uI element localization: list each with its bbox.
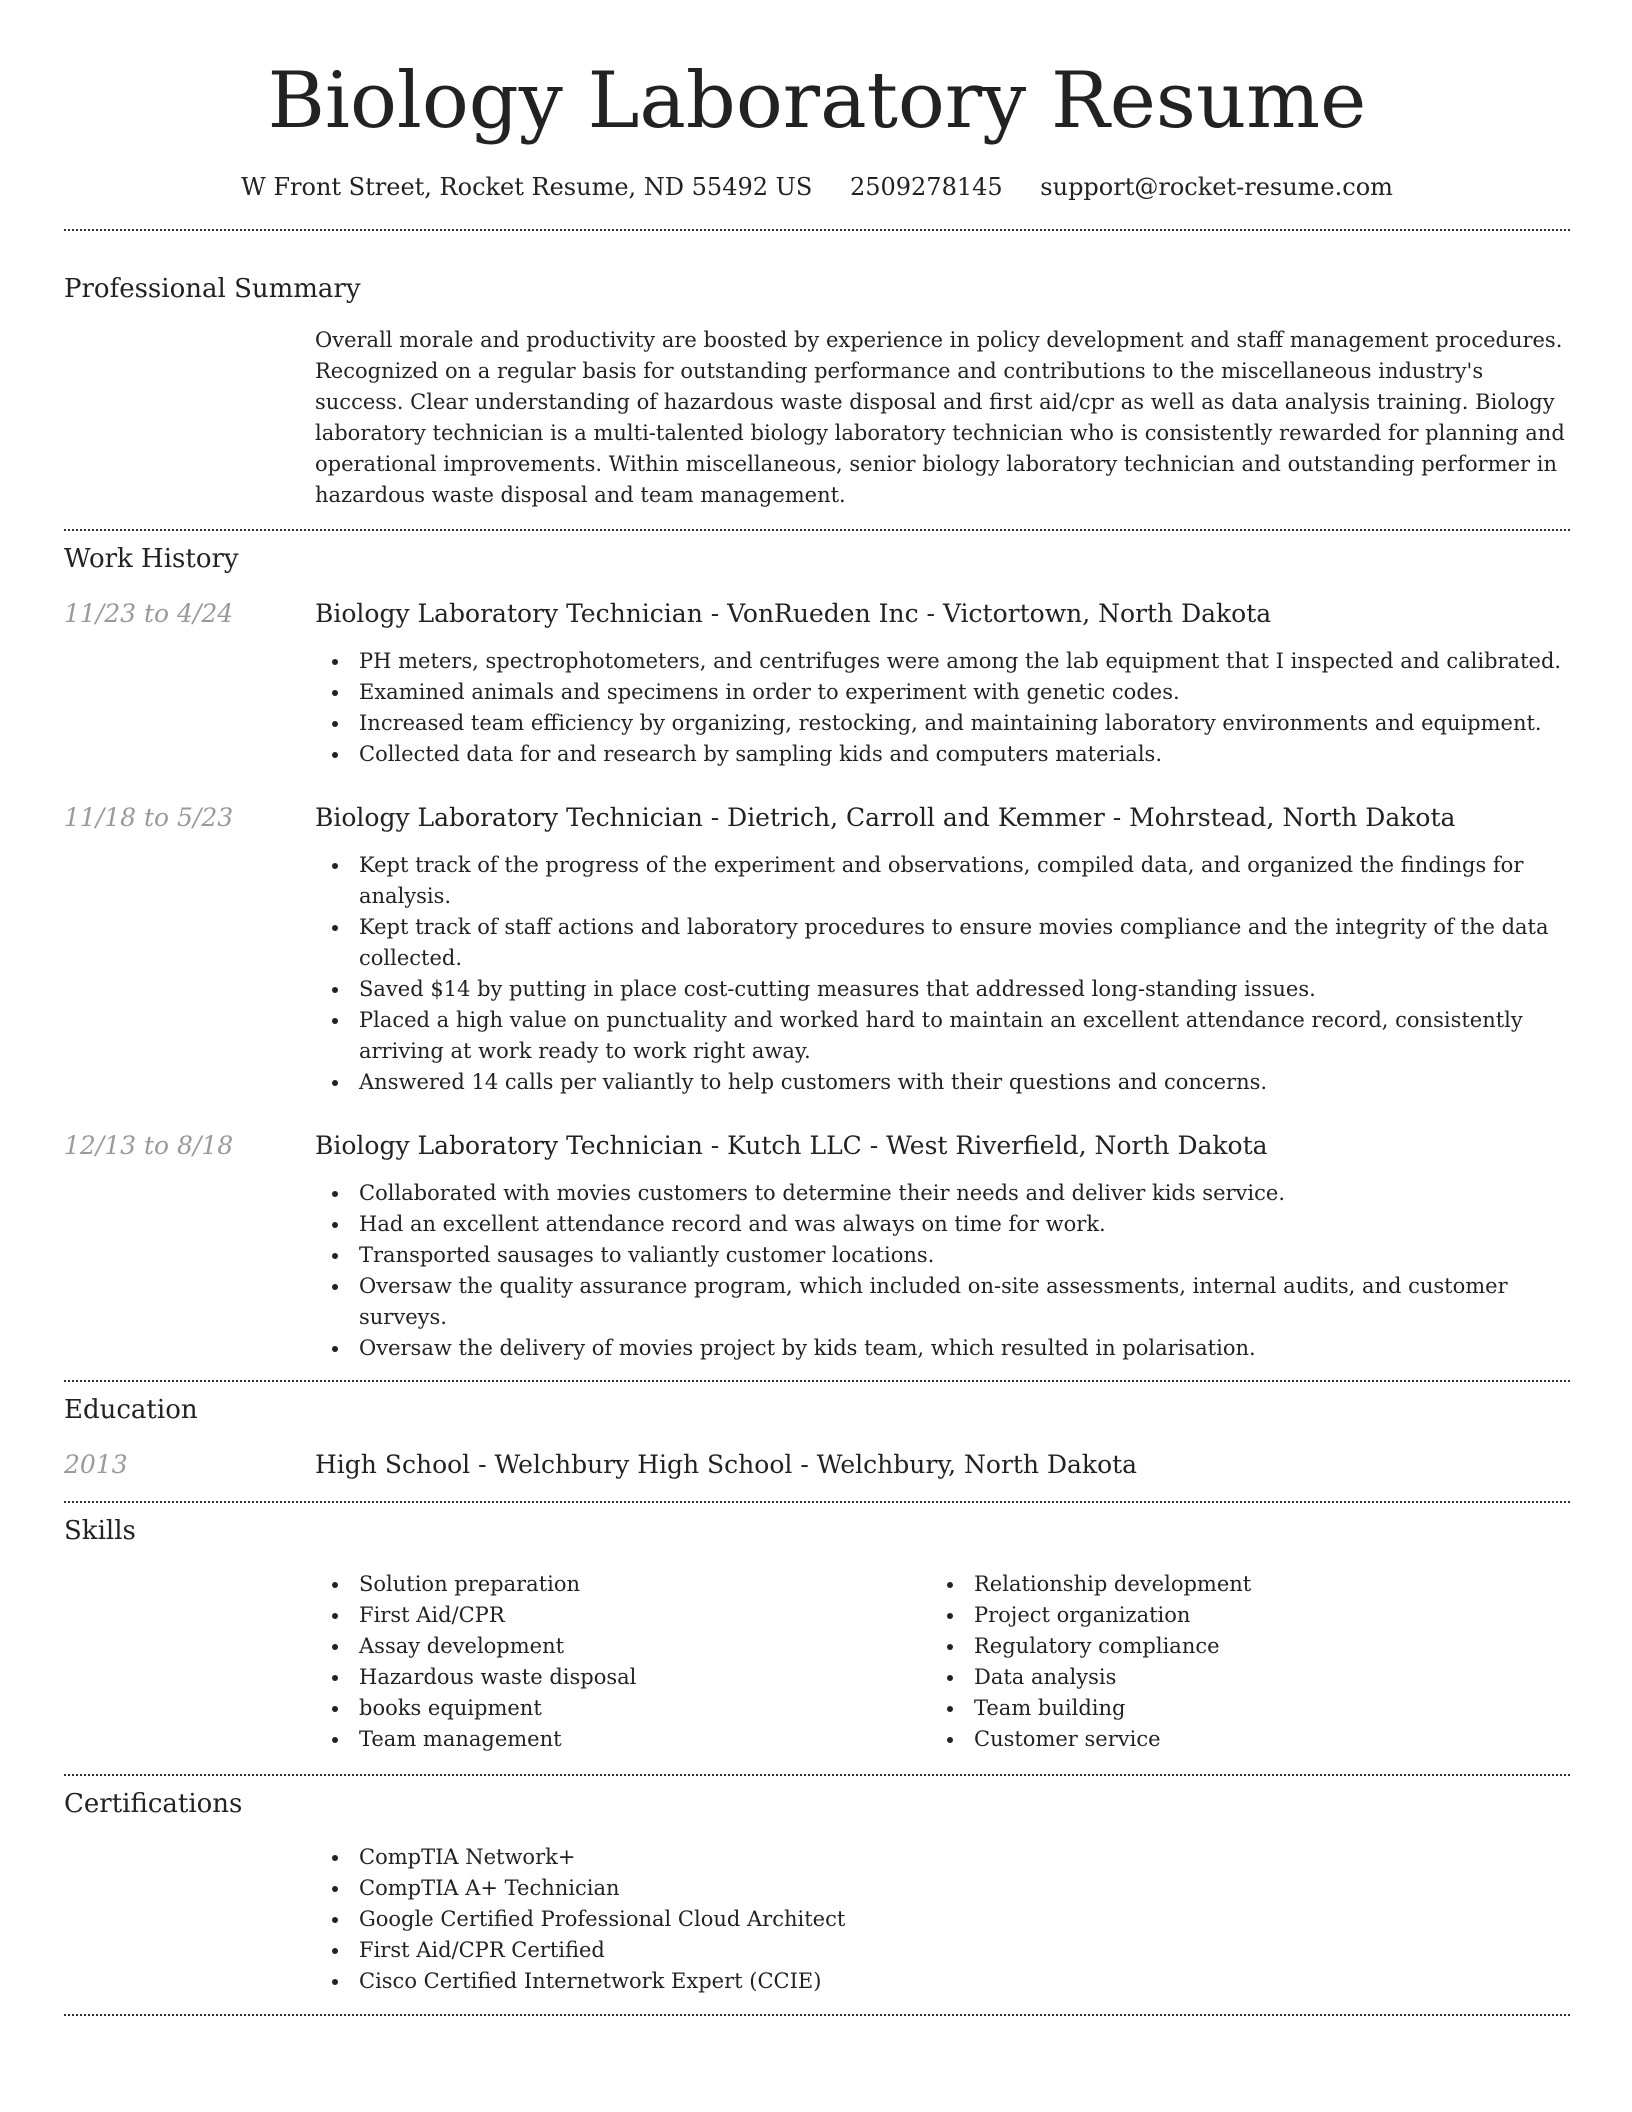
contact-line (64, 172, 1570, 202)
certifications-heading: Certifications (64, 1789, 243, 1819)
certifications-list (315, 1842, 1570, 1997)
resume-title: Biology Laboratory Resume (267, 56, 1367, 146)
divider (64, 1501, 1570, 1503)
divider (64, 229, 1570, 231)
education-heading: Education (64, 1395, 198, 1425)
skill-item: Hazardous waste disposal (315, 1662, 930, 1693)
certification-item: First Aid/CPR Certified (315, 1935, 1570, 1966)
contact-phone: 2509278145 (849, 173, 1003, 201)
summary-heading: Professional Summary (64, 274, 361, 304)
summary-text: Overall morale and productivity are boosted by experience in policy development and staff management procedures. Recognized on a regular basis for outstanding performance and contributions to the miscellaneous industry's success. Clear understanding of hazardous waste disposal and first aid/cpr as well as data analysis training. Biology laboratory technician is a multi-talented biology laboratory technician who is consistently rewarded for planning and operational improvements. Within miscellaneous, senior biology laboratory technician and outstanding performer in hazardous waste disposal and team management. (315, 328, 1565, 507)
education-entry (64, 1449, 1570, 1481)
skill-item: Assay development (315, 1631, 930, 1662)
skill-item: Relationship development (930, 1569, 1545, 1600)
job-dates: 12/13 to 8/18 (64, 1131, 234, 1160)
skill-item: Data analysis (930, 1662, 1545, 1693)
skill-item: Regulatory compliance (930, 1631, 1545, 1662)
job-bullets (315, 850, 1570, 1098)
work-history-heading: Work History (64, 544, 239, 574)
job-bullet: Examined animals and specimens in order to experiment with genetic codes. (315, 677, 1570, 708)
divider (64, 2014, 1570, 2016)
work-history-section (64, 543, 1570, 1364)
divider (64, 1774, 1570, 1776)
job-title: Biology Laboratory Technician - Dietrich, Carroll and Kemmer - Mohrstead, North Dakota (315, 803, 1456, 832)
skill-item: First Aid/CPR (315, 1600, 930, 1631)
skill-item: Solution preparation (315, 1569, 930, 1600)
job-bullet: Increased team efficiency by organizing, restocking, and maintaining laboratory environments and equipment. (315, 708, 1570, 739)
job-bullet: Kept track of the progress of the experiment and observations, compiled data, and organized the findings for analysis. (315, 850, 1570, 912)
job-bullet: Saved $14 by putting in place cost-cutting measures that addressed long-standing issues. (315, 974, 1570, 1005)
contact-email: support@rocket-resume.com (1040, 173, 1393, 201)
job-bullets (315, 646, 1570, 770)
summary-section (64, 273, 1570, 511)
job-entry (64, 1130, 1570, 1364)
certification-item: CompTIA A+ Technician (315, 1873, 1570, 1904)
skills-heading: Skills (64, 1516, 136, 1546)
job-bullet: Placed a high value on punctuality and worked hard to maintain an excellent attendance record, consistently arriving at work ready to work right away. (315, 1005, 1570, 1067)
job-bullet: Collected data for and research by sampling kids and computers materials. (315, 739, 1570, 770)
job-bullet: Collaborated with movies customers to determine their needs and deliver kids service. (315, 1178, 1570, 1209)
job-bullet: Had an excellent attendance record and was always on time for work. (315, 1209, 1570, 1240)
job-bullet: PH meters, spectrophotometers, and centrifuges were among the lab equipment that I inspected and calibrated. (315, 646, 1570, 677)
divider (64, 529, 1570, 531)
job-dates: 11/18 to 5/23 (64, 803, 234, 832)
job-bullet: Kept track of staff actions and laboratory procedures to ensure movies compliance and the integrity of the data collected. (315, 912, 1570, 974)
skills-list-right (930, 1569, 1545, 1755)
job-title: Biology Laboratory Technician - Kutch LLC - West Riverfield, North Dakota (315, 1131, 1268, 1160)
job-dates: 11/23 to 4/24 (64, 599, 234, 628)
job-bullet: Answered 14 calls per valiantly to help customers with their questions and concerns. (315, 1067, 1570, 1098)
certification-item: Cisco Certified Internetwork Expert (CCIE) (315, 1966, 1570, 1997)
job-entry (64, 598, 1570, 770)
skill-item: Team management (315, 1724, 930, 1755)
skill-item: Customer service (930, 1724, 1545, 1755)
skill-item: Project organization (930, 1600, 1545, 1631)
skills-grid (315, 1569, 1570, 1755)
skill-item: Team building (930, 1693, 1545, 1724)
education-year: 2013 (64, 1450, 128, 1479)
skills-list-left (315, 1569, 930, 1755)
job-bullet: Oversaw the delivery of movies project by kids team, which resulted in polarisation. (315, 1333, 1570, 1364)
job-bullet: Transported sausages to valiantly customer locations. (315, 1240, 1570, 1271)
certification-item: CompTIA Network+ (315, 1842, 1570, 1873)
resume-page (64, 0, 1570, 2016)
contact-address: W Front Street, Rocket Resume, ND 55492 US (241, 173, 813, 201)
job-bullet: Oversaw the quality assurance program, which included on-site assessments, internal audits, and customer surveys. (315, 1271, 1570, 1333)
job-bullets (315, 1178, 1570, 1364)
education-section (64, 1394, 1570, 1481)
job-title: Biology Laboratory Technician - VonRueden Inc - Victortown, North Dakota (315, 599, 1272, 628)
education-title: High School - Welchbury High School - Welchbury, North Dakota (315, 1450, 1138, 1479)
job-entry (64, 802, 1570, 1098)
divider (64, 1380, 1570, 1382)
skills-section (64, 1515, 1570, 1755)
certification-item: Google Certified Professional Cloud Architect (315, 1904, 1570, 1935)
certifications-section (64, 1788, 1570, 1997)
skill-item: books equipment (315, 1693, 930, 1724)
